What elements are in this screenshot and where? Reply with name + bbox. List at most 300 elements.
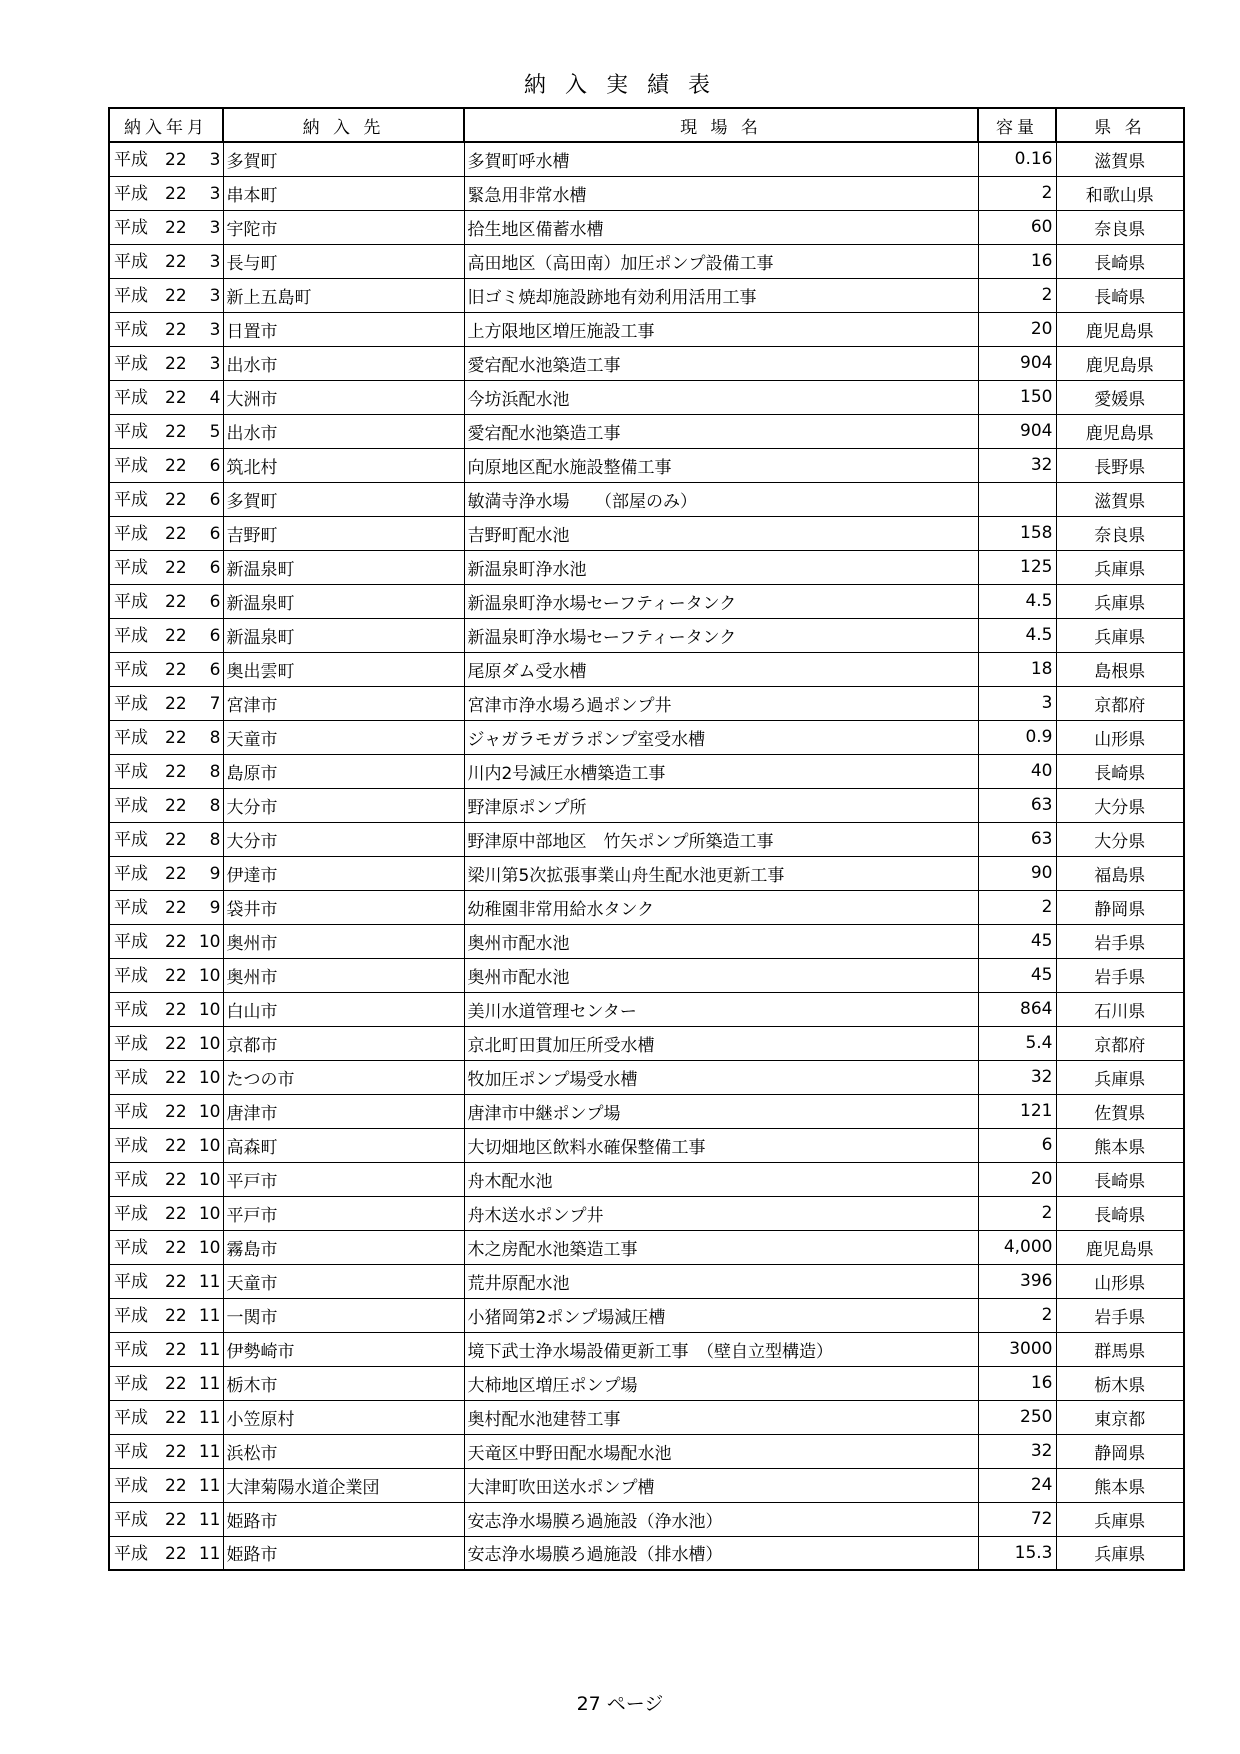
table-row [109,1264,1184,1298]
cell-prefecture: 長崎県 [1056,1196,1184,1230]
date-year: 22 [165,625,187,646]
date-month: 6 [209,591,221,612]
date-month: 10 [198,1101,221,1122]
cell-capacity: 2 [978,176,1056,210]
cell-capacity: 5.4 [978,1026,1056,1060]
table-row [109,1162,1184,1196]
table-row [109,482,1184,516]
cell-customer: 浜松市 [223,1434,464,1468]
cell-prefecture: 静岡県 [1056,890,1184,924]
date-year: 22 [165,1441,187,1462]
cell-capacity: 3 [978,686,1056,720]
cell-capacity: 121 [978,1094,1056,1128]
cell-site: 愛宕配水池築造工事 [464,346,978,380]
date-year: 22 [165,693,187,714]
date-month: 10 [198,999,221,1020]
date-month: 3 [209,251,221,272]
date-year: 22 [165,1475,187,1496]
date-year: 22 [165,931,187,952]
date-year: 22 [165,1271,187,1292]
date-era: 平成 [114,659,148,680]
date-month: 10 [198,965,221,986]
cell-prefecture: 岩手県 [1056,958,1184,992]
cell-capacity: 15.3 [978,1536,1056,1570]
cell-customer: 多賀町 [223,482,464,516]
cell-capacity: 2 [978,1298,1056,1332]
cell-date [109,890,223,924]
cell-date [109,754,223,788]
date-year: 22 [165,319,187,340]
table-row [109,176,1184,210]
date-era: 平成 [114,1033,148,1054]
table-row [109,890,1184,924]
date-month: 6 [209,625,221,646]
cell-capacity: 32 [978,1060,1056,1094]
date-year: 22 [165,353,187,374]
date-year: 22 [165,795,187,816]
cell-site: 敏満寺浄水場 （部屋のみ） [464,482,978,516]
date-era: 平成 [114,285,148,306]
table-row [109,1502,1184,1536]
cell-site: 多賀町呼水槽 [464,142,978,176]
cell-prefecture: 栃木県 [1056,1366,1184,1400]
cell-site: 舟木送水ポンプ井 [464,1196,978,1230]
date-era: 平成 [114,727,148,748]
date-era: 平成 [114,421,148,442]
cell-customer: 出水市 [223,346,464,380]
cell-customer: 栃木市 [223,1366,464,1400]
cell-date [109,1162,223,1196]
cell-customer: 姫路市 [223,1536,464,1570]
cell-customer: 小笠原村 [223,1400,464,1434]
date-year: 22 [165,1509,187,1530]
cell-date [109,924,223,958]
cell-customer: 新上五島町 [223,278,464,312]
date-month: 5 [209,421,221,442]
cell-customer: 吉野町 [223,516,464,550]
cell-capacity: 150 [978,380,1056,414]
date-year: 22 [165,965,187,986]
cell-site: 舟木配水池 [464,1162,978,1196]
table-row [109,142,1184,176]
date-month: 10 [198,1033,221,1054]
cell-prefecture: 島根県 [1056,652,1184,686]
cell-prefecture: 石川県 [1056,992,1184,1026]
date-era: 平成 [114,1339,148,1360]
table-row [109,652,1184,686]
cell-date [109,380,223,414]
date-year: 22 [165,421,187,442]
date-era: 平成 [114,1441,148,1462]
cell-prefecture: 福島県 [1056,856,1184,890]
cell-date [109,550,223,584]
date-year: 22 [165,1543,187,1564]
date-month: 10 [198,1067,221,1088]
date-month: 10 [198,1203,221,1224]
cell-capacity: 24 [978,1468,1056,1502]
table-row [109,1128,1184,1162]
page-title: 納 入 実 績 表 [524,73,716,98]
date-year: 22 [165,761,187,782]
date-year: 22 [165,1339,187,1360]
cell-prefecture: 鹿児島県 [1056,1230,1184,1264]
cell-capacity: 32 [978,448,1056,482]
header-site: 現 場 名 [464,108,978,142]
date-year: 22 [165,1373,187,1394]
cell-site: 大切畑地区飲料水確保整備工事 [464,1128,978,1162]
cell-prefecture: 長崎県 [1056,244,1184,278]
cell-customer: 奥出雲町 [223,652,464,686]
table-row [109,924,1184,958]
date-month: 11 [198,1543,221,1564]
cell-customer: 日置市 [223,312,464,346]
cell-prefecture: 京都府 [1056,686,1184,720]
cell-prefecture: 山形県 [1056,720,1184,754]
date-month: 10 [198,931,221,952]
date-year: 22 [165,1033,187,1054]
cell-site: 小猪岡第2ポンプ場減圧槽 [464,1298,978,1332]
table-row [109,346,1184,380]
table-row [109,1468,1184,1502]
cell-capacity: 864 [978,992,1056,1026]
table-row [109,788,1184,822]
date-month: 11 [198,1339,221,1360]
cell-site: 奥村配水池建替工事 [464,1400,978,1434]
cell-site: 野津原ポンプ所 [464,788,978,822]
cell-customer: 高森町 [223,1128,464,1162]
cell-site: 幼稚園非常用給水タンク [464,890,978,924]
cell-site: 旧ゴミ焼却施設跡地有効利用活用工事 [464,278,978,312]
cell-prefecture: 兵庫県 [1056,1502,1184,1536]
cell-prefecture: 熊本県 [1056,1468,1184,1502]
table-row [109,1094,1184,1128]
table-row [109,992,1184,1026]
cell-prefecture: 岩手県 [1056,924,1184,958]
date-month: 11 [198,1373,221,1394]
cell-customer: 島原市 [223,754,464,788]
cell-prefecture: 岩手県 [1056,1298,1184,1332]
cell-capacity: 20 [978,312,1056,346]
date-era: 平成 [114,1101,148,1122]
date-year: 22 [165,183,187,204]
cell-customer: 袋井市 [223,890,464,924]
cell-date [109,1196,223,1230]
cell-date [109,618,223,652]
cell-capacity: 40 [978,754,1056,788]
date-era: 平成 [114,150,148,170]
cell-site: ジャガラモガラポンプ室受水槽 [464,720,978,754]
table-row [109,244,1184,278]
cell-capacity: 45 [978,924,1056,958]
cell-site: 新温泉町浄水場セーフティータンク [464,618,978,652]
date-era: 平成 [114,251,148,272]
date-era: 平成 [114,1475,148,1496]
cell-site: 天竜区中野田配水場配水池 [464,1434,978,1468]
cell-prefecture: 鹿児島県 [1056,346,1184,380]
cell-date [109,1468,223,1502]
cell-site: 新温泉町浄水池 [464,550,978,584]
cell-date [109,516,223,550]
date-era: 平成 [114,523,148,544]
cell-site: 川内2号減圧水槽築造工事 [464,754,978,788]
date-era: 平成 [114,829,148,850]
cell-date [109,686,223,720]
date-era: 平成 [114,965,148,986]
cell-prefecture: 大分県 [1056,788,1184,822]
cell-site: 尾原ダム受水槽 [464,652,978,686]
table-row [109,1026,1184,1060]
table-row [109,210,1184,244]
cell-date [109,1026,223,1060]
date-year: 22 [165,1067,187,1088]
cell-customer: 筑北村 [223,448,464,482]
cell-prefecture: 静岡県 [1056,1434,1184,1468]
cell-capacity: 0.16 [978,142,1056,176]
date-year: 22 [165,285,187,306]
date-month: 10 [198,1237,221,1258]
date-month: 7 [209,693,221,714]
table-row [109,856,1184,890]
date-year: 22 [165,1407,187,1428]
cell-site: 宮津市浄水場ろ過ポンプ井 [464,686,978,720]
cell-customer: 京都市 [223,1026,464,1060]
cell-customer: 新温泉町 [223,618,464,652]
date-era: 平成 [114,353,148,374]
cell-date [109,210,223,244]
cell-customer: 大分市 [223,788,464,822]
cell-prefecture: 滋賀県 [1056,482,1184,516]
date-era: 平成 [114,1407,148,1428]
cell-site: 唐津市中継ポンプ場 [464,1094,978,1128]
cell-prefecture: 滋賀県 [1056,142,1184,176]
cell-customer: 伊達市 [223,856,464,890]
cell-prefecture: 兵庫県 [1056,1536,1184,1570]
table-row [109,1332,1184,1366]
table-row [109,516,1184,550]
date-month: 11 [198,1305,221,1326]
cell-capacity: 2 [978,278,1056,312]
cell-capacity: 250 [978,1400,1056,1434]
date-era: 平成 [114,625,148,646]
date-year: 22 [165,455,187,476]
cell-date [109,822,223,856]
table-row [109,618,1184,652]
date-era: 平成 [114,1543,148,1564]
cell-prefecture: 長崎県 [1056,754,1184,788]
cell-capacity: 4.5 [978,618,1056,652]
cell-prefecture: 鹿児島県 [1056,414,1184,448]
cell-date [109,1400,223,1434]
cell-capacity: 396 [978,1264,1056,1298]
date-era: 平成 [114,489,148,510]
date-era: 平成 [114,319,148,340]
date-month: 3 [209,353,221,374]
date-year: 22 [165,489,187,510]
date-month: 10 [198,1169,221,1190]
date-year: 22 [165,1169,187,1190]
date-year: 22 [165,150,187,170]
cell-date [109,346,223,380]
cell-site: 向原地区配水施設整備工事 [464,448,978,482]
date-era: 平成 [114,1271,148,1292]
cell-prefecture: 奈良県 [1056,210,1184,244]
cell-customer: 奥州市 [223,924,464,958]
date-month: 3 [209,217,221,238]
date-month: 3 [209,150,221,170]
cell-site: 拾生地区備蓄水槽 [464,210,978,244]
cell-customer: 一関市 [223,1298,464,1332]
cell-site: 愛宕配水池築造工事 [464,414,978,448]
cell-prefecture: 兵庫県 [1056,550,1184,584]
cell-date [109,652,223,686]
date-year: 22 [165,863,187,884]
cell-date [109,414,223,448]
cell-prefecture: 和歌山県 [1056,176,1184,210]
date-era: 平成 [114,217,148,238]
date-month: 8 [209,829,221,850]
cell-capacity: 904 [978,346,1056,380]
date-year: 22 [165,591,187,612]
date-year: 22 [165,1203,187,1224]
date-era: 平成 [114,1135,148,1156]
cell-prefecture: 群馬県 [1056,1332,1184,1366]
cell-capacity: 6 [978,1128,1056,1162]
cell-customer: 多賀町 [223,142,464,176]
cell-prefecture: 愛媛県 [1056,380,1184,414]
cell-site: 新温泉町浄水場セーフティータンク [464,584,978,618]
cell-date [109,176,223,210]
date-year: 22 [165,523,187,544]
cell-site: 野津原中部地区 竹矢ポンプ所築造工事 [464,822,978,856]
cell-date [109,788,223,822]
date-month: 3 [209,285,221,306]
cell-date [109,584,223,618]
cell-date [109,1128,223,1162]
cell-date [109,448,223,482]
date-year: 22 [165,659,187,680]
cell-date [109,1434,223,1468]
cell-capacity: 18 [978,652,1056,686]
cell-capacity: 4.5 [978,584,1056,618]
cell-capacity: 16 [978,1366,1056,1400]
cell-capacity: 60 [978,210,1056,244]
date-month: 11 [198,1407,221,1428]
date-month: 9 [209,863,221,884]
date-month: 9 [209,897,221,918]
table-row [109,448,1184,482]
cell-customer: 出水市 [223,414,464,448]
page-number: 27 ページ [576,1693,664,1715]
header-date: 納入年月 [109,108,223,142]
cell-capacity [978,482,1056,516]
cell-capacity: 4,000 [978,1230,1056,1264]
date-month: 6 [209,455,221,476]
cell-customer: 宇陀市 [223,210,464,244]
date-era: 平成 [114,1509,148,1530]
cell-site: 奥州市配水池 [464,958,978,992]
date-month: 8 [209,795,221,816]
cell-prefecture: 佐賀県 [1056,1094,1184,1128]
cell-customer: 宮津市 [223,686,464,720]
cell-capacity: 904 [978,414,1056,448]
date-era: 平成 [114,183,148,204]
date-era: 平成 [114,455,148,476]
date-month: 6 [209,489,221,510]
date-era: 平成 [114,591,148,612]
cell-date [109,958,223,992]
date-year: 22 [165,999,187,1020]
cell-date [109,1366,223,1400]
date-year: 22 [165,557,187,578]
cell-capacity: 2 [978,890,1056,924]
table-row [109,584,1184,618]
table-row [109,1434,1184,1468]
date-month: 10 [198,1135,221,1156]
cell-site: 大津町吹田送水ポンプ槽 [464,1468,978,1502]
table-row [109,720,1184,754]
cell-prefecture: 山形県 [1056,1264,1184,1298]
cell-customer: 長与町 [223,244,464,278]
date-month: 3 [209,183,221,204]
cell-customer: 大分市 [223,822,464,856]
cell-customer: 伊勢崎市 [223,1332,464,1366]
cell-customer: 大津菊陽水道企業団 [223,1468,464,1502]
cell-prefecture: 鹿児島県 [1056,312,1184,346]
cell-customer: 奥州市 [223,958,464,992]
cell-capacity: 90 [978,856,1056,890]
date-year: 22 [165,727,187,748]
date-year: 22 [165,387,187,408]
cell-site: 安志浄水場膜ろ過施設（排水槽） [464,1536,978,1570]
date-era: 平成 [114,1169,148,1190]
cell-site: 高田地区（高田南）加圧ポンプ設備工事 [464,244,978,278]
cell-site: 今坊浜配水池 [464,380,978,414]
cell-prefecture: 東京都 [1056,1400,1184,1434]
cell-capacity: 45 [978,958,1056,992]
cell-prefecture: 長崎県 [1056,1162,1184,1196]
cell-customer: 天童市 [223,1264,464,1298]
cell-customer: 姫路市 [223,1502,464,1536]
cell-customer: 新温泉町 [223,584,464,618]
table-row [109,958,1184,992]
date-month: 11 [198,1441,221,1462]
cell-site: 梁川第5次拡張事業山舟生配水池更新工事 [464,856,978,890]
cell-customer: たつの市 [223,1060,464,1094]
cell-prefecture: 大分県 [1056,822,1184,856]
cell-capacity: 16 [978,244,1056,278]
cell-prefecture: 長崎県 [1056,278,1184,312]
cell-date [109,244,223,278]
date-era: 平成 [114,693,148,714]
date-month: 11 [198,1509,221,1530]
cell-date [109,720,223,754]
date-era: 平成 [114,795,148,816]
cell-customer: 白山市 [223,992,464,1026]
cell-date [109,1536,223,1570]
date-year: 22 [165,1101,187,1122]
cell-date [109,1264,223,1298]
cell-capacity: 63 [978,822,1056,856]
cell-prefecture: 熊本県 [1056,1128,1184,1162]
cell-capacity: 72 [978,1502,1056,1536]
date-era: 平成 [114,1373,148,1394]
date-era: 平成 [114,387,148,408]
cell-date [109,482,223,516]
table-row [109,1536,1184,1570]
header-capacity: 容量 [978,108,1056,142]
table-row [109,822,1184,856]
cell-site: 木之房配水池築造工事 [464,1230,978,1264]
